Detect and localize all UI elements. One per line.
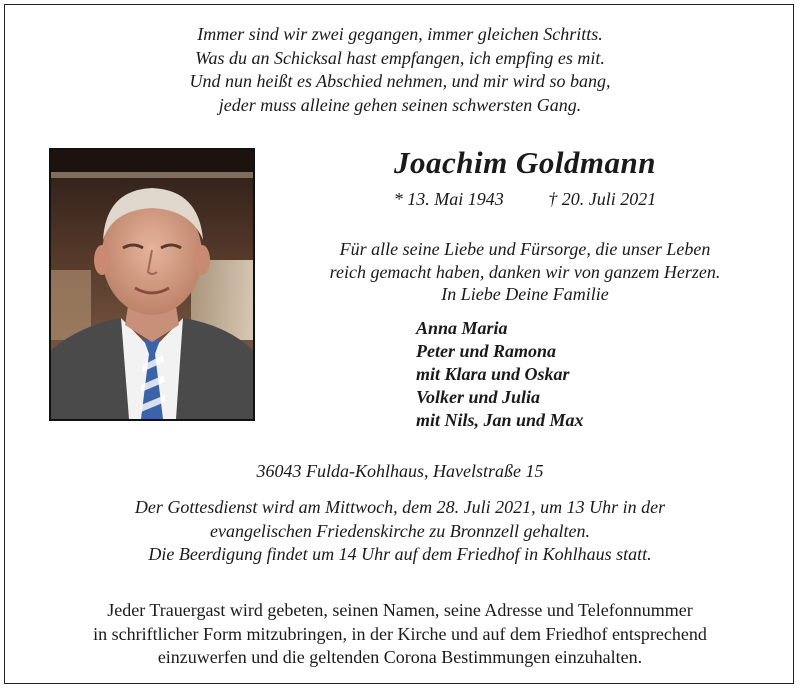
family-list [416, 317, 716, 432]
obituary-frame [4, 4, 794, 684]
service-info [5, 496, 795, 567]
family-member: Volker und Julia [416, 387, 541, 407]
portrait-illustration [51, 150, 253, 419]
thanks-line: reich gemacht haben, danken wir von ganzem Herzen. [329, 261, 721, 282]
poem-line: Und nun heißt es Abschied nehmen, und mir wird so bang, [189, 71, 611, 91]
life-dates [275, 189, 775, 210]
corona-notice [5, 599, 795, 670]
thanks-text [275, 238, 775, 306]
family-address: 36043 Fulda-Kohlhaus, Havelstraße 15 [256, 461, 544, 481]
corona-line: in schriftlicher Form mitzubringen, in der Kirche und auf dem Friedhof entsprechend [93, 623, 707, 644]
corona-line: einzuwerfen und die geltenden Corona Bestimmungen einzuhalten. [157, 647, 643, 667]
thanks-line: In Liebe Deine Familie [441, 284, 609, 304]
poem-line: Immer sind wir zwei gegangen, immer gleichen Schritts. [197, 24, 603, 44]
poem-line: Was du an Schicksal hast empfangen, ich empfing es mit. [195, 47, 605, 68]
corona-line: Jeder Trauergast wird gebeten, seinen Namen, seine Adresse und Telefonnummer [107, 600, 693, 620]
service-line: Der Gottesdienst wird am Mittwoch, dem 28. Juli 2021, um 13 Uhr in der [134, 497, 666, 517]
poem [5, 23, 795, 117]
service-line: Die Beerdigung findet um 14 Uhr auf dem Friedhof in Kohlhaus statt. [148, 544, 652, 564]
family-member: mit Nils, Jan und Max [416, 410, 584, 430]
service-line: evangelischen Friedenskirche zu Bronnzell gehalten. [209, 520, 591, 541]
family-member: mit Klara und Oskar [416, 364, 570, 384]
thanks-line: Für alle seine Liebe und Fürsorge, die unser Leben [339, 239, 711, 259]
family-member: Peter und Ramona [416, 341, 557, 361]
birth-date: * 13. Mai 1943 [393, 189, 504, 209]
death-date: † 20. Juli 2021 [548, 189, 657, 209]
portrait-photo [49, 148, 255, 421]
family-member: Anna Maria [416, 318, 508, 338]
deceased-name: Joachim Goldmann [393, 145, 657, 180]
poem-line: jeder muss alleine gehen seinen schwersten Gang. [218, 94, 582, 115]
